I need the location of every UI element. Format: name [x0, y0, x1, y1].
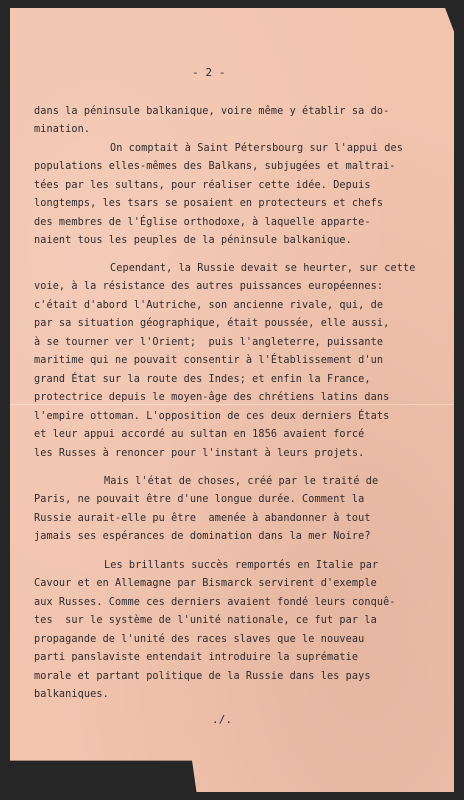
text-line: jamais ses espérances de domination dans la mer Noire?	[34, 531, 371, 542]
text-line: protectrice depuis le moyen-âge des chrétiens latins dans	[34, 392, 390, 403]
text-line: Les brillants succès remportés en Italie par	[104, 560, 379, 571]
text-line: dans la péninsule balkanique, voire même y établir sa do-	[34, 106, 390, 117]
text-line: des membres de l'Église orthodoxe, à laquelle apparte-	[34, 217, 371, 228]
text-line: balkaniques.	[34, 689, 109, 700]
text-line: grand État sur la route des Indes; et enfin la France,	[34, 374, 371, 385]
text-line: à se tourner ver l'Orient; puis l'angleterre, puissante	[34, 337, 384, 348]
text-line: l'empire ottoman. L'opposition de ces deux derniers États	[34, 411, 390, 422]
text-line: On comptait à Saint Pétersbourg sur l'appui des	[110, 143, 403, 154]
text-line: Paris, ne pouvait être d'une longue durée. Comment la	[34, 494, 365, 505]
text-line: Mais l'état de choses, créé par le traité de	[104, 476, 379, 487]
text-line: tées par les sultans, pour réaliser cette idée. Depuis	[34, 180, 371, 191]
text-line: Russie aurait-elle pu être amenée à abandonner à tout	[34, 513, 371, 524]
end-mark: ./.	[212, 713, 233, 726]
text-line: par sa situation géographique, était poussée, elle aussi,	[34, 318, 390, 329]
text-line: mination.	[34, 124, 91, 135]
text-line: Cependant, la Russie devait se heurter, sur cette	[110, 263, 416, 274]
text-line: tes sur le système de l'unité nationale, ce fut par la	[34, 615, 377, 626]
text-line: naient tous les peuples de la péninsule balkanique.	[34, 235, 352, 246]
text-line: morale et partant politique de la Russie dans les pays	[34, 671, 371, 682]
text-line: c'était d'abord l'Autriche, son ancienne rivale, qui, de	[34, 300, 384, 311]
text-line: populations elles-mêmes des Balkans, subjugées et maltrai-	[34, 161, 396, 172]
text-line: longtemps, les tsars se posaient en protecteurs et chefs	[34, 198, 384, 209]
paper-fold-line	[10, 404, 454, 405]
text-line: aux Russes. Comme ces derniers avaient fondé leurs conquê-	[34, 597, 396, 608]
text-line: parti panslaviste entendait introduire la suprématie	[34, 652, 359, 663]
text-line: les Russes à renoncer pour l'instant à leurs projets.	[34, 448, 365, 459]
text-line: Cavour et en Allemagne par Bismarck servirent d'exemple	[34, 578, 377, 589]
page-number: - 2 -	[192, 66, 226, 79]
text-line: maritime qui ne pouvait consentir à l'Établissement d'un	[34, 355, 384, 366]
text-line: propagande de l'unité des races slaves que le nouveau	[34, 634, 365, 645]
text-line: voie, à la résistance des autres puissances européennes:	[34, 281, 384, 292]
text-line: et leur appui accordé au sultan en 1856 avaient forcé	[34, 429, 365, 440]
